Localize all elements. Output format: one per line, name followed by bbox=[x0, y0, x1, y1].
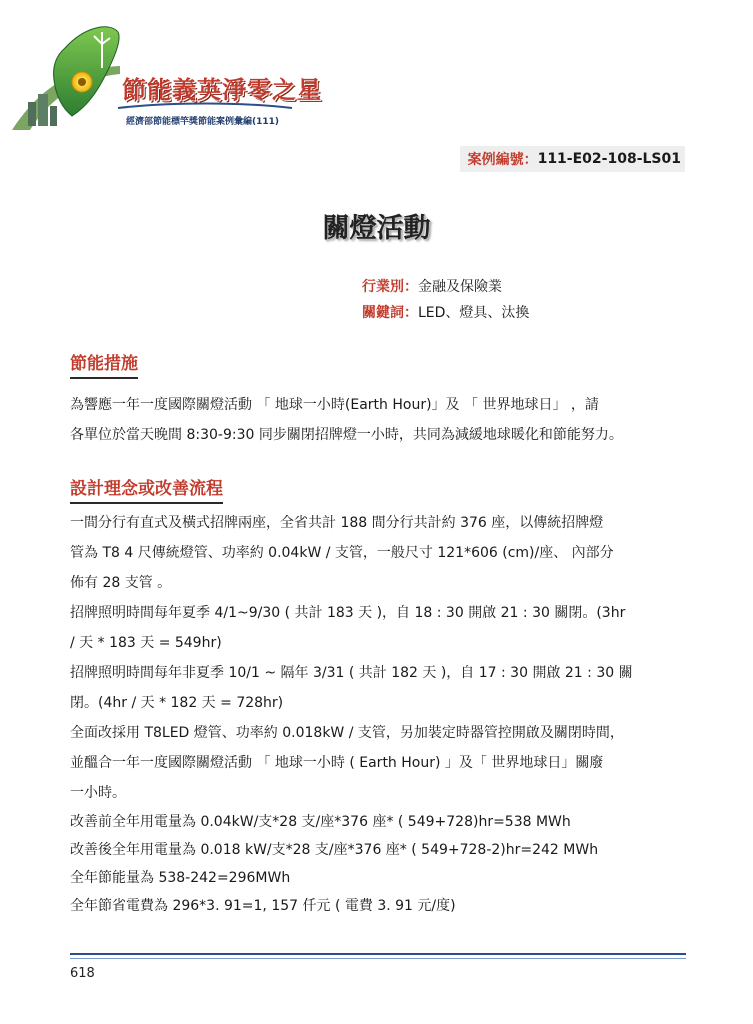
case-number-box bbox=[460, 146, 685, 172]
paragraph-line: 一間分行有直式及橫式招牌兩座，全省共計 188 間分行共計約 376 座，以傳統招牌燈 bbox=[70, 515, 604, 531]
calc-line: 改善前全年用電量為 0.04kW/支*28 支/座*376 座* ( 549+728)hr=538 MWh bbox=[70, 814, 571, 830]
paragraph-line: 各單位於當天晚間 8:30-9:30 同步關閉招牌燈一小時，共同為減緩地球暖化和節能努力。 bbox=[70, 427, 623, 443]
section-heading-design: 設計理念或改善流程 bbox=[70, 474, 223, 502]
paragraph-line: 並醞合一年一度國際關燈活動 「 地球一小時 ( Earth Hour) 」及「 世界地球日」關廢 bbox=[70, 755, 604, 771]
calc-line: 全年節能量為 538-242=296MWh bbox=[70, 870, 291, 886]
paragraph-line: 招牌照明時間每年非夏季 10/1 ~ 隔年 3/31 ( 共計 182 天 )，自 17 : 30 開啟 21 : 30 關 bbox=[70, 665, 633, 681]
section-heading-measures: 節能措施 bbox=[70, 349, 138, 377]
page-number: 618 bbox=[70, 966, 95, 981]
calculation-paragraph bbox=[70, 808, 686, 920]
paragraph-line: 一小時。 bbox=[70, 785, 126, 801]
page-title: 關燈活動 bbox=[322, 213, 431, 244]
paragraph-line: 佈有 28 支管 。 bbox=[70, 575, 172, 591]
paragraph-line: 為響應一年一度國際關燈活動 「 地球一小時(Earth Hour)」及 「 世界地球日」 ，請 bbox=[70, 397, 599, 413]
keywords-row bbox=[362, 302, 529, 322]
keywords-label: 關鍵詞： bbox=[362, 305, 418, 321]
industry-label: 行業別： bbox=[362, 279, 418, 295]
case-number-label: 案例編號： bbox=[467, 152, 538, 168]
industry-row bbox=[362, 276, 502, 296]
paragraph-line: / 天 * 183 天 = 549hr) bbox=[70, 635, 222, 651]
paragraph-line: 閉。(4hr / 天 * 182 天 = 728hr) bbox=[70, 695, 284, 711]
keywords-value: LED、燈具、汰換 bbox=[418, 305, 530, 321]
logo-title: 節能義英淨零之星 bbox=[122, 75, 322, 104]
industry-value: 金融及保險業 bbox=[418, 279, 502, 295]
logo-subtitle: 經濟部節能標竿獎節能案例彙編(111) bbox=[126, 117, 280, 127]
footer-divider-thin bbox=[70, 958, 686, 959]
case-number-value: 111-E02-108-LS01 bbox=[537, 151, 681, 167]
calc-line: 改善後全年用電量為 0.018 kW/支*28 支/座*376 座* ( 549+728-2)hr=242 MWh bbox=[70, 842, 599, 858]
paragraph-line: 全面改採用 T8LED 燈管、功率約 0.018kW / 支管，另加裝定時器管控開啟及關閉時間， bbox=[70, 725, 624, 741]
paragraph-line: 招牌照明時間每年夏季 4/1~9/30 ( 共計 183 天 )，自 18 : 30 開啟 21 : 30 關閉。(3hr bbox=[70, 605, 626, 621]
design-paragraph bbox=[70, 508, 686, 808]
calc-line: 全年節省電費為 296*3. 91=1, 157 仟元 ( 電費 3. 91 元/度) bbox=[70, 898, 456, 914]
footer-divider bbox=[70, 953, 686, 955]
header-logo bbox=[10, 18, 322, 133]
measures-paragraph bbox=[70, 390, 686, 450]
paragraph-line: 管為 T8 4 尺傳統燈管、功率約 0.04kW / 支管，一般尺寸 121*606 (cm)/座、 內部分 bbox=[70, 545, 614, 561]
